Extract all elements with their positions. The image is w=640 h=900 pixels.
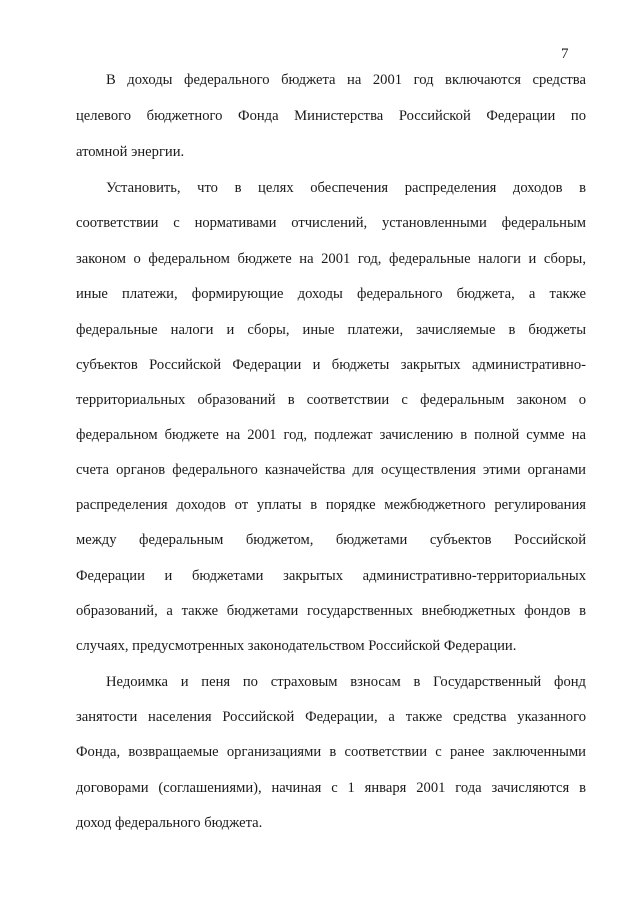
paragraph-2-line: федеральном бюджете на 2001 год, подлежат зачислению в полной сумме на xyxy=(76,427,586,443)
paragraph-3-line: Недоимка и пеня по страховым взносам в Государственный фонд xyxy=(106,674,586,690)
paragraph-2-line: иные платежи, формирующие доходы федерального бюджета, а также xyxy=(76,286,586,302)
paragraph-3-line: занятости населения Российской Федерации, а также средства указанного xyxy=(76,709,586,725)
paragraph-2-line: Установить, что в целях обеспечения распределения доходов в xyxy=(106,180,586,196)
paragraph-2-line: федеральные налоги и сборы, иные платежи, зачисляемые в бюджеты xyxy=(76,322,586,338)
paragraph-2-line: образований, а также бюджетами государственных внебюджетных фондов в xyxy=(76,603,586,619)
paragraph-2-line: соответствии с нормативами отчислений, установленными федеральным xyxy=(76,215,586,231)
paragraph-1-line: В доходы федерального бюджета на 2001 год включаются средства xyxy=(106,72,586,88)
paragraph-2-line: счета органов федерального казначейства для осуществления этими органами xyxy=(76,462,586,478)
paragraph-1-line: целевого бюджетного Фонда Министерства Российской Федерации по xyxy=(76,108,586,124)
paragraph-2-line: законом о федеральном бюджете на 2001 год, федеральные налоги и сборы, xyxy=(76,251,586,267)
paragraph-1-line: атомной энергии. xyxy=(76,144,185,160)
paragraph-3-line: договорами (соглашениями), начиная с 1 января 2001 года зачисляются в xyxy=(76,780,586,796)
paragraph-3-line: доход федерального бюджета. xyxy=(76,815,263,831)
paragraph-2-line: территориальных образований в соответствии с федеральным законом о xyxy=(76,392,586,408)
paragraph-2-line: случаях, предусмотренных законодательством Российской Федерации. xyxy=(76,638,517,654)
paragraph-2-line: распределения доходов от уплаты в порядке межбюджетного регулирования xyxy=(76,497,586,513)
paragraph-3-line: Фонда, возвращаемые организациями в соответствии с ранее заключенными xyxy=(76,744,586,760)
paragraph-2-line: Федерации и бюджетами закрытых административно-территориальных xyxy=(76,568,586,584)
paragraph-2-line: субъектов Российской Федерации и бюджеты закрытых административно- xyxy=(76,357,586,373)
paragraph-2-line: между федеральным бюджетом, бюджетами субъектов Российской xyxy=(76,532,586,548)
page-number: 7 xyxy=(561,46,569,62)
